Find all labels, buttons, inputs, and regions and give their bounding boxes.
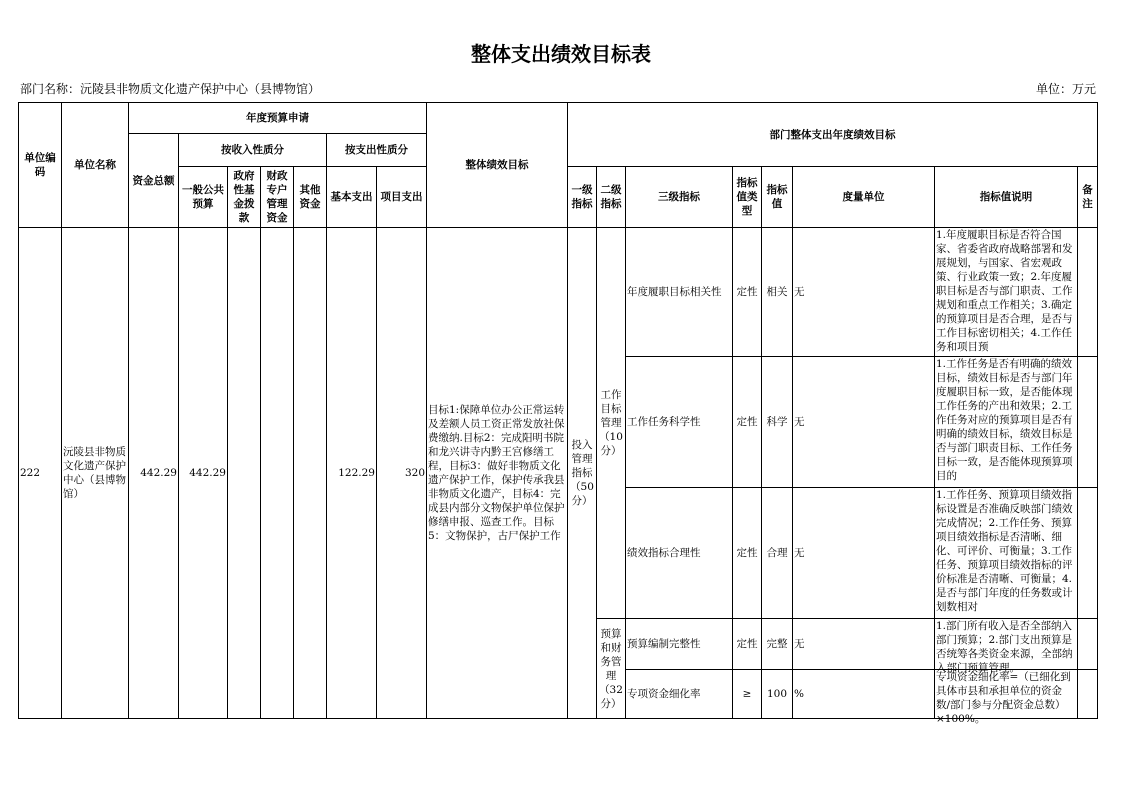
indicator-unit: 无	[793, 357, 935, 488]
remark-cell	[1078, 488, 1098, 619]
indicator-name: 年度履职目标相关性	[626, 228, 733, 357]
indicator-desc: 1.年度履职目标是否符合国家、省委省政府战略部署和发展规划，与国家、省宏观政策、行业政策一致；2.年度履职目标是否与部门职责、工作规划和重点工作相关；3.确定的预算项目是否合理，是否与工作目标密切相关；4.工作任务和项目预	[936, 229, 1073, 353]
other-fund-cell	[294, 228, 327, 719]
indicator-unit: %	[793, 670, 935, 719]
header-project-expense: 项目支出	[377, 167, 427, 228]
level2-cell: 工作目标管理（10分）	[597, 228, 626, 619]
header-level3: 三级指标	[626, 167, 733, 228]
indicator-desc: 专项资金细化率=（已细化到具体市县和承担单位的资金数/部门参与分配资金总数）×100%。	[936, 671, 1071, 725]
header-level2: 二级指标	[597, 167, 626, 228]
indicator-name: 预算编制完整性	[626, 619, 733, 670]
unit-name-cell: 沅陵县非物质文化遗产保护中心（县博物馆）	[62, 228, 129, 719]
indicator-desc: 1.工作任务是否有明确的绩效目标，绩效目标是否与部门年度履职目标一致，是否能体现工作任务的产出和效果；2.工作任务对应的预算项目是否有明确的绩效目标，绩效目标是否与部门职责目标、工作任务目标一致，是否能体现预算项目的	[936, 358, 1073, 482]
indicator-unit: 无	[793, 488, 935, 619]
table-row	[19, 228, 1098, 357]
unit-label: 单位：万元	[1035, 82, 1096, 96]
remark-cell	[1078, 357, 1098, 488]
indicator-type: 定性	[733, 357, 762, 488]
indicator-name: 专项资金细化率	[626, 670, 733, 719]
overall-goal-cell: 目标1:保障单位办公正常运转及差额人员工资正常发放社保费缴纳.目标2：完成阳明书院和龙兴讲寺内黔王宫修缮工程，目标3：做好非物质文化遗产保护工作，保护传承我县非物质文化遗产，目标4：完成县内部分文物保护单位保护修缮申报、巡查工作。目标5：文物保护，古尸保护工作	[427, 228, 568, 719]
header-gov-fund: 政府性基金拨款	[228, 167, 261, 228]
indicator-type: ≥	[733, 670, 762, 719]
performance-table	[18, 102, 1098, 725]
unit-code-cell: 222	[19, 228, 62, 719]
indicator-value: 100	[762, 670, 793, 719]
department-name: 部门名称：沅陵县非物质文化遗产保护中心（县博物馆）	[20, 82, 321, 96]
indicator-type: 定性	[733, 228, 762, 357]
project-expense-cell: 320	[377, 228, 427, 719]
header-annual-budget: 年度预算申请	[129, 103, 427, 134]
general-budget-cell: 442.29	[179, 228, 228, 719]
indicator-unit: 无	[793, 619, 935, 670]
header-unit-name: 单位名称	[62, 103, 129, 228]
indicator-desc: 1.部门所有收入是否全部纳入部门预算；2.部门支出预算是否统筹各类资金来源，全部纳入部门预算管理。	[936, 620, 1073, 674]
header-basic-expense: 基本支出	[327, 167, 377, 228]
header-by-income: 按收入性质分	[179, 134, 327, 167]
indicator-name: 工作任务科学性	[626, 357, 733, 488]
header-measure-unit: 度量单位	[793, 167, 935, 228]
header-general-budget: 一般公共预算	[179, 167, 228, 228]
header-value-type: 指标值类型	[733, 167, 762, 228]
total-cell: 442.29	[129, 228, 179, 719]
special-fund-cell	[261, 228, 294, 719]
header-special-fund: 财政专户管理资金	[261, 167, 294, 228]
level2-cell: 预算和财务管理（32分）	[597, 619, 626, 719]
indicator-value: 完整	[762, 619, 793, 670]
indicator-value: 相关	[762, 228, 793, 357]
remark-cell	[1078, 670, 1098, 719]
basic-expense-cell: 122.29	[327, 228, 377, 719]
header-value: 指标值	[762, 167, 793, 228]
indicator-type: 定性	[733, 619, 762, 670]
gov-fund-cell	[228, 228, 261, 719]
header-dept-goal: 部门整体支出年度绩效目标	[568, 103, 1098, 167]
header-level1: 一级指标	[568, 167, 597, 228]
indicator-desc: 1.工作任务、预算项目绩效指标设置是否准确反映部门绩效完成情况；2.工作任务、预算项目绩效指标是否清晰、细化、可评价、可衡量；3.工作任务、预算项目绩效指标的评价标准是否清晰、可衡量；4.是否与部门年度的任务数或计划数相对	[936, 489, 1073, 613]
indicator-value: 合理	[762, 488, 793, 619]
header-value-desc: 指标值说明	[935, 167, 1078, 228]
page-title: 整体支出绩效目标表	[471, 42, 651, 66]
header-other-fund: 其他资金	[294, 167, 327, 228]
remark-cell	[1078, 228, 1098, 357]
level1-cell: 投入管理指标（50分）	[568, 228, 597, 719]
header-overall-goal: 整体绩效目标	[427, 103, 568, 228]
remark-cell	[1078, 619, 1098, 670]
indicator-type: 定性	[733, 488, 762, 619]
header-unit-code: 单位编码	[19, 103, 62, 228]
indicator-name: 绩效指标合理性	[626, 488, 733, 619]
indicator-value: 科学	[762, 357, 793, 488]
indicator-unit: 无	[793, 228, 935, 357]
header-total: 资金总额	[129, 134, 179, 228]
header-by-expense: 按支出性质分	[327, 134, 427, 167]
header-remark: 备注	[1078, 167, 1098, 228]
